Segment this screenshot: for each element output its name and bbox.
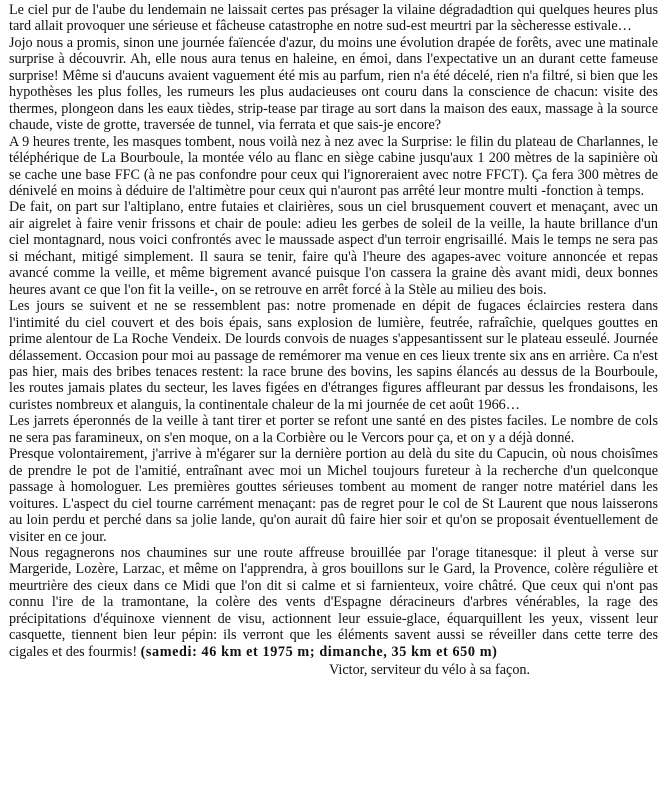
paragraph-easy-tracks: Les jarrets éperonnés de la veille à tant tirer et porter se refont une santé en des pistes faciles. Le nombre de cols ne sera pas faramineux, on s'en moque, on a la Corbière ou le Vercors pour ça, et on y a déjà donné. [9, 413, 658, 446]
storm-text: Nous regagnerons nos chaumines sur une route affreuse brouillée par l'orage titanesque: il pleut à verse sur Margeride, Lozère, Larzac, et même on l'apprendra, à gros bouillons sur le Gard, la Provence, colère régulière et meurtrière des cieux dans ce Midi que l'on dit si calme et si farnienteux, voire châtré. Que ceux qui n'ont pas connu l'ire de la tramontane, la colère des vents d'Espagne déracineurs d'arbres vénérables, la rage des précipitations d'équinoxe viennent de visu, actionnent leur essuie-glace, équarquillent les yeux, vissent leur casquette, tiennent bien leur pépin: ils verront que les éléments savent aussi se réveiller dans cette terre des cigales et des fourmis! [9, 544, 658, 660]
paragraph-altiplano: De fait, on part sur l'altiplano, entre futaies et clairières, sous un ciel brusquement couvert et menaçant, avec un air aigrelet à faire venir frissons et chair de poule: adieu les gerbes de soleil de la veille, la haute brillance d'un ciel montagnard, nous voici confrontés avec le maussade aspect d'un terroir engrisaillé. Mais le temps ne sera pas si méchant, mitigé simplement. Il saura se tenir, faire qu'à l'heure des agapes-avec voiture annoncée et repas avancé comme la veille, et même bigrement avancé puisque l'on cassera la graine dès avant midi, deux bonnes heures avant ce que l'on fit la veille-, on se retrouve en arrêt forcé à la Stèle au milieu des bois. [9, 199, 658, 298]
paragraph-surprise-promise: Jojo nous a promis, sinon une journée faïencée d'azur, du moins une évolution drapée de forêts, avec une matinale surprise à découvrir. Ah, elle nous aura tenus en haleine, en émoi, dans l'expectative un an durant cette fameuse surprise! Même si d'aucuns avaient vaguement été mis au parfum, rien n'a été décelé, rien n'a filtré, si bien que les hypothèses les plus folles, les rumeurs les plus audacieuses ont couru dans la conscience de chacun: visite des thermes, plongeon dans les eaux tièdes, strip-tease par tirage au sort dans la maison des eaux, massage à la source chaude, viste de grotte, traversée de tunnel, via ferrata et que sais-je encore? [9, 34, 658, 134]
paragraph-surprise-reveal: A 9 heures trente, les masques tombent, nous voilà nez à nez avec la Surprise: le filin du plateau de Charlannes, le téléphérique de La Bourboule, la montée vélo au flanc en siège cabine jusqu'aux 1 200 mètres de la sapinière où se cache une base FFC (à ne pas confondre pour ceux qui l'ignoreraient avec notre FFCT). Ça fera 300 mètres de dénivelé en moins à déduire de l'altimètre pour ceux qui n'auront pas arrêté leur montre multi -fonction à temps. [9, 133, 658, 199]
paragraph-storm [9, 545, 658, 660]
paragraph-capucin: Presque volontairement, j'arrive à m'égarer sur la dernière portion au delà du site du Capucin, où nous choisîmes de prendre le pot de l'amitié, entraînant avec moi un Michel toujours fureteur à la recherche d'un quelconque passage à homologuer. Les premières gouttes sérieuses tombent au moment de ranger notre matériel dans les voitures. L'aspect du ciel tourne carrément menaçant: pas de regret pour le col de St Laurent que nous laisserons au loin perdu et perché dans sa jolie lande, qu'on aurait dû faire hier soir et qu'on se proposait éventuellement de visiter en ce jour. [9, 446, 658, 545]
paragraph-intro: Le ciel pur de l'aube du lendemain ne laissait certes pas présager la vilaine dégradadtion qui quelques heures plus tard allait provoquer une sérieuse et fâcheuse catastrophe en notre sud-est meurtri par la sècheresse estivale… [9, 2, 658, 35]
ride-stats: (samedi: 46 km et 1975 m; dimanche, 35 km et 650 m) [140, 643, 498, 660]
signature: Victor, serviteur du vélo à sa façon. [329, 662, 531, 679]
paragraph-memories: Les jours se suivent et ne se ressemblent pas: notre promenade en dépit de fugaces éclaircies restera dans l'intimité du ciel couvert et des bois épais, sans explosion de lumière, feutrée, rafraîchie, quelques gouttes en prime alentour de La Roche Vendeix. De lourds convois de nuages s'appesantissent sur le plateau esseulé. Journée délassement. Occasion pour moi au passage de remémorer ma venue en ces lieux trente six ans en arrière. Ca n'est pas hier, mais des bribes tenaces restent: la race brune des bovins, les sapins élancés au dessus de la Bourboule, les routes jamais plates du secteur, les laves figées en d'étranges figures affleurant par dessus les frondaisons, les curistes nombreux et alanguis, la continentale chaleur de la mi journée de cet août 1966… [9, 298, 658, 413]
